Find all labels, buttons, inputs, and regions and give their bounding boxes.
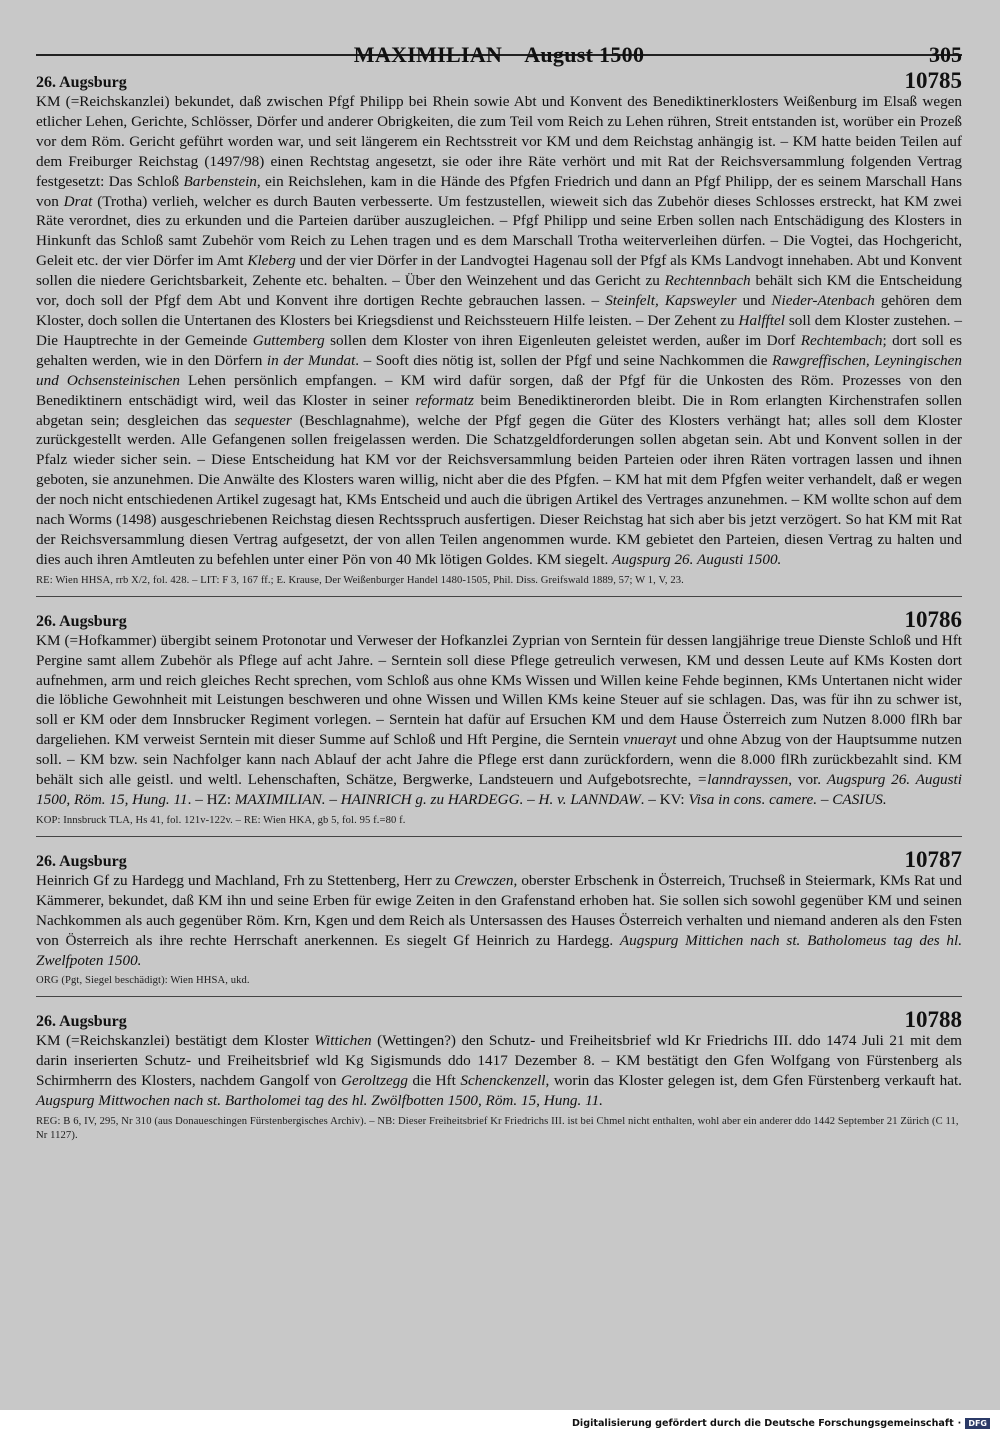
entry-head: [36, 607, 962, 631]
entry-text: , ein Reichslehen, kam in die Hände des Pfgfen Friedrich und dann an Pfgf Philipp, der es seinem Marschall Hans von: [36, 172, 962, 210]
entry-text: die Hft: [407, 1072, 461, 1090]
entry-separator: [36, 836, 962, 837]
entry-text: , vor.: [788, 771, 827, 789]
entry-italic-text: Visa in cons. camere. – CASIUS.: [688, 791, 887, 808]
running-title: [36, 42, 962, 68]
entry-text: KM (=Hofkammer) übergibt seinem Protonotar und Verweser der Hofkanzlei Zyprian von Serntein für dessen langjährige treue Dienste Schloß und Hft Pergine samt allem Zubehör als Pflege auf acht Jahre. – Serntein soll diese Pflege getreulich verwesen, KM und dessen Leute auf KMs Kosten dort aufnehmen, arm und reich gleiches Recht sprechen, vom Schloß aus ohne KMs Wissen und Willen keine Fehde beginnen, KMs Untertanen nicht wider die löbliche Gewohnheit mit Leistungen beschweren und ohne Wissen und Willen KMs keine Steuer auf sie schlagen. Das, was für ihn zu schwer ist, soll er KM oder dem Innsbrucker Regiment vorlegen. – Serntein hat dafür auf Ersuchen KM und dem Hause Österreich zum Nutzen 8.000 flRh bar dargeliehen. KM verweist Serntein mit dieser Summe auf Schloß und Hft Pergine, die Serntein: [36, 631, 962, 749]
entry-italic-text: in der Mundat: [266, 351, 356, 369]
footer-separator: ·: [957, 1418, 962, 1429]
entry-body: [36, 631, 962, 810]
regest-entry: [36, 68, 962, 588]
entry-body: [36, 1031, 962, 1111]
entry-text: sollen dem Kloster von ihren Eigenleuten geleistet werden, außer im Dorf: [324, 331, 801, 349]
running-head: [36, 0, 962, 67]
entry-italic-text: Drat: [63, 192, 93, 210]
entry-body: [36, 92, 962, 570]
entry-text: Heinrich Gf zu Hardegg und Machland, Frh zu Stettenberg, Herr zu: [36, 871, 455, 889]
entry-date-place: 26. Augsburg: [36, 1013, 127, 1031]
entry-source-note: REG: B 6, IV, 295, Nr 310 (aus Donaueschingen Fürstenbergisches Archiv). – NB: Dieser Freiheitsbrief Kr Friedrichs III. ist bei Chmel nicht enthalten, wohl aber ein anderer ddo 1442 September 21 Zürich (C 11, Nr 1127).: [36, 1116, 959, 1142]
entry-date-place: 26. Augsburg: [36, 74, 127, 91]
entry-date-place: 26. Augsburg: [36, 612, 127, 630]
entry-date-place: 26. Augsburg: [36, 852, 127, 870]
entry-italic-text: Nieder-Atenbach: [771, 292, 875, 310]
entry-italic-text: Halfftel: [738, 311, 785, 329]
entry-italic-text: Crewczen: [454, 871, 514, 889]
entry-italic-text: Wittichen: [314, 1032, 372, 1050]
entry-number: 10786: [904, 606, 962, 632]
entry-italic-text: Guttemberg: [252, 331, 325, 349]
entry-text: und der vier Dörfer in der Landvogtei Hagenau soll der Pfgf als KMs Landvogt innehaben. Abt und Konvent sollen die niedere Gerichtsbarkeit, Zehente etc. behalten. – Über den Weinzehent und das Gericht zu: [36, 252, 963, 290]
running-title-left: MAXIMILIAN: [353, 42, 503, 67]
entry-source-note: KOP: Innsbruck TLA, Hs 41, fol. 121v-122v. – RE: Wien HKA, gb 5, fol. 95 f.=80 f.: [36, 814, 406, 826]
entry-italic-text: =lanndrayssen: [697, 771, 789, 789]
entry-text: gehören dem Kloster, doch sollen die Untertanen des Klosters bei Kriegsdienst und Reichssteuern Hilfe leisten. – Der Zehent zu: [36, 292, 963, 329]
footer-credit-text: Digitalisierung gefördert durch die Deutsche Forschungsgemeinschaft: [571, 1418, 954, 1429]
entry-italic-text: sequester: [234, 411, 292, 429]
entry-italic-text: vnuerayt: [623, 731, 677, 749]
entry-italic-text: Augspurg Mittwochen nach st. Bartholomei tag des hl. Zwölfbotten 1500, Röm. 15, Hung. 11.: [36, 1092, 603, 1110]
entry-italic-text: Augspurg Mittichen nach st. Batholomeus tag des hl. Zwelfpoten 1500.: [36, 931, 962, 969]
entry-italic-text: reformatz: [415, 391, 474, 409]
footer-credit: [572, 1418, 990, 1429]
entry-text: . – Sooft dies nötig ist, sollen der Pfgf und seine Nachkommen die: [355, 351, 772, 369]
entry-italic-text: Geroltzegg: [341, 1072, 408, 1090]
entry-head: [36, 68, 962, 92]
entry-text: (Wettingen?) den Schutz- und Freiheitsbrief wld Kr Friedrichs III. ddo 1474 Juli 21 mit dem darin inserierten Schutz- und Freiheitsbrief wld Kg Sigismunds ddo 1417 Dezember 8. – KM bestätigt den Gfen Wolfgang von Fürstenberg als Schirmherrn des Klosters, nachdem Gangolf von: [36, 1032, 962, 1090]
entry-text: beim Benediktinerorden bleibt. Die in Rom erlangten Kirchenstrafen sollen abgetan sein; desgleichen das: [36, 391, 962, 429]
running-title-right: August 1500: [524, 42, 645, 67]
entry-italic-text: Rechtennbach: [664, 272, 751, 290]
entry-body: [36, 871, 962, 971]
entry-text: und: [736, 292, 772, 310]
entry-text: , worin das Kloster gelegen ist, dem Gfen Fürstenberg verkauft hat.: [545, 1072, 962, 1090]
regest-entry: [36, 607, 962, 828]
entry-italic-text: Rechtembach: [800, 331, 883, 349]
regest-entry: [36, 847, 962, 989]
entry-number: 10788: [904, 1007, 962, 1033]
entry-text: KM (=Reichskanzlei) bekundet, daß zwischen Pfgf Philipp bei Rhein sowie Abt und Konvent des Benediktinerklosters Weißenburg im Elsaß wegen etlicher Lehen, Gerichte, Schlösser, Dörfer und anderer Obrigkeiten, die zum Teil vom Reich zu Lehen rühren, Streit entstanden ist, worüber ein Prozeß vor dem Röm. Gericht geführt worden war, und seit längerem ein Rechtsstreit vor KM und dem Reichstag anhängig ist. – KM hatte beiden Teilen auf dem Freiburger Reichstag (1497/98) einen Rechtstag angesetzt, sie oder ihre Räte verhört und mit Rat der Reichsversammlung folgenden Vertrag festgesetzt: Das Schloß: [36, 93, 962, 190]
entry-text: (Beschlagnahme), welche der Pfgf gegen die Güter des Klosters verhängt hat; alles soll dem Kloster zurückgestellt werden. Alle Gefangenen sollen freigelassen werden. Die Schatzgeldforderungen sollen abgetan sein. Abt und Konvent sollen in der Pfalz wieder sicher sein. – Diese Entscheidung hat KM vor der Reichsversammlung beiden Parteien oder ihren Räten vortragen lassen und ihnen geboten, sie anzunehmen. Die Anwälte des Klosters waren willig, nicht aber die des Pfgfen. – KM hat mit dem Pfgfen weiter verhandelt, daß er wegen der noch nicht entschiedenen Artikel zugesagt hat, KMs Entscheid und auch die übrigen Artikel des Vertrages anzunehmen. – KM wollte schon auf dem nach Worms (1498) ausgeschriebenen Reichstag diesen Rechtsspruch ausfertigen. Dieser Reichstag hat sich aber bis jetzt verzögert. So hat KM mit Rat der Reichsversammlung diesen Vertrag aufgesetzt, der von allen Teilen angenommen wurde. KM gebietet den Parteien, diesen Vertrag zu halten und dies auch ihren Amtleuten zu befehlen unter einer Pön von 40 Mk lötigen Goldes. KM siegelt.: [36, 411, 963, 568]
entry-text: soll dem Kloster zustehen. – Die Hauptrechte in der Gemeinde: [36, 311, 963, 349]
regest-entry: [36, 1007, 962, 1143]
entry-separator: [36, 996, 962, 997]
entry-italic-text: Schenckenzell: [460, 1072, 546, 1090]
entry-source-note: ORG (Pgt, Siegel beschädigt): Wien HHSA, ukd.: [36, 975, 250, 987]
entry-number: 10785: [904, 68, 962, 93]
page-number: 305: [929, 42, 962, 67]
entry-text: behält sich KM die Entscheidung vor, doch soll der Pfgf dem Abt und Konvent ihre dortigen Rechte gebrauchen lassen. –: [36, 272, 963, 310]
entries-list: [36, 68, 962, 1143]
entry-head: [36, 847, 962, 871]
entry-italic-text: MAXIMILIAN. – HAINRICH g. zu HARDEGG. – H. v. LANNDAW: [234, 791, 641, 808]
entry-text: KM (=Reichskanzlei) bestätigt dem Kloster: [36, 1032, 315, 1050]
entry-source-note: RE: Wien HHSA, rrb X/2, fol. 428. – LIT: F 3, 167 ff.; E. Krause, Der Weißenburger Handel 1480-1505, Phil. Diss. Greifswald 1889, 57; W 1, V, 23.: [36, 574, 684, 586]
entry-number: 10787: [904, 846, 962, 872]
entry-separator: [36, 596, 962, 597]
entry-text: und ohne Abzug von der Hauptsumme nutzen soll. – KM bzw. sein Nachfolger kann nach Ablauf der acht Jahre die Pflege erst dann zurückfordern, wenn die 8.000 flRh zurückbezahlt sind. KM behält sich alle geistl. und weltl. Lehenschaften, Schätze, Bergwerke, Landsteuern und Aufgebotsrechte,: [36, 731, 962, 789]
entry-head: [36, 1007, 962, 1031]
entry-italic-text: Barbenstein: [183, 172, 257, 190]
entry-italic-text: Kleberg: [247, 252, 296, 270]
entry-italic-text: Rawgreffischen, Leyningischen und Ochsensteinischen: [36, 351, 962, 389]
entry-italic-text: Augspurg 26. Augusti 1500, Röm. 15, Hung. 11: [36, 771, 962, 808]
entry-text: . – KV:: [640, 791, 689, 808]
entry-text: ; dort soll es gehalten werden, wie in den Dörfern: [36, 331, 962, 369]
dfg-logo-icon: DFG: [965, 1418, 990, 1429]
entry-text: (Trotha) verlieh, welcher es durch Bauten verbesserte. Um festzustellen, wieweit sich das Zubehör dieses Schlosses erstreckt, hat KM zwei Räte verordnet, dies zu erkunden und die Parteien darüber auszugleichen. – Pfgf Philipp und seine Erben sollen nach Entschädigung des Klosters in Hinkunft das Schloß samt Zubehör vom Reich zu Lehen tragen und es dem Marschall Trotha weiterverleihen dürfen. – Die Vogtei, das Hochgericht, Geleit etc. der vier Dörfer im Amt: [36, 192, 963, 270]
entry-italic-text: Steinfelt, Kapsweyler: [605, 292, 737, 310]
entry-text: Lehen persönlich empfangen. – KM wird dafür sorgen, daß der Pfgf für die Unkosten des Röm. Prozesses von den Benediktinern entschädigt wird, weil das Kloster in seiner: [36, 371, 962, 409]
entry-text: . – HZ:: [187, 791, 235, 808]
entry-italic-text: Augspurg 26. Augusti 1500.: [612, 550, 782, 568]
entry-text: , oberster Erbschenk in Österreich, Truchseß in Steiermark, KMs Rat und Kämmerer, bekundet, daß KM ihn und seine Erben für ewige Zeiten in den Grafenstand erhoben hat. Sie sollen sich sowohl gegenüber KM und seinen Nachkommen als auch gegenüber Röm. Krn, Kgen und dem Reich als Untersassen des Hauses Österreich verhalten und niemand anderen als den Fsten von Österreich als ihre rechte Herrschaft anerkennen. Es siegelt Gf Heinrich zu Hardegg.: [36, 871, 962, 949]
